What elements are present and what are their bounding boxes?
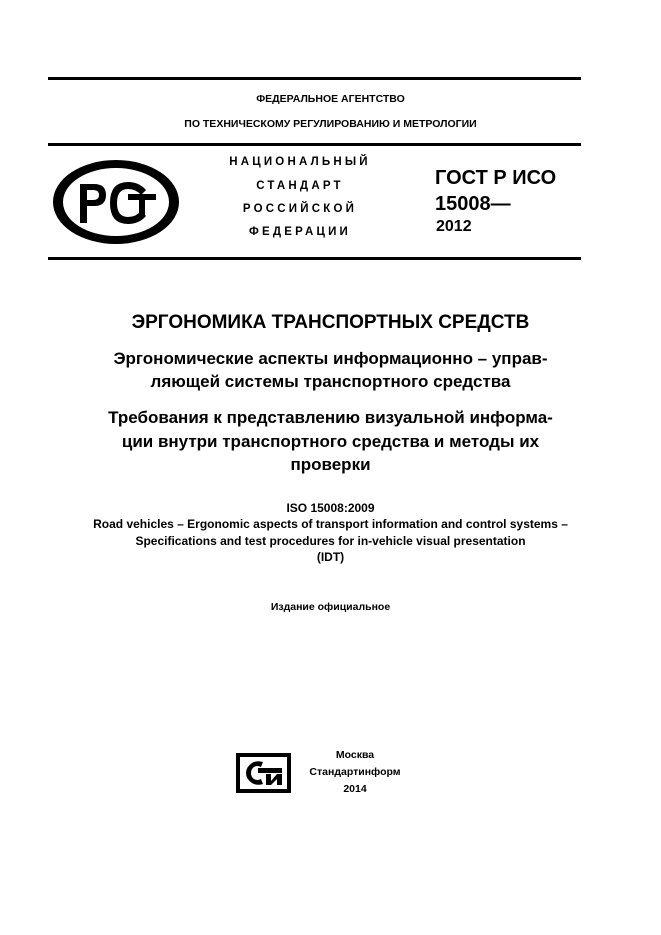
national-line-3: РОССИЙСКОЙ (242, 203, 358, 215)
standard-designation-line-2: 15008— (435, 193, 511, 215)
edition-label: Издание официальное (270, 601, 391, 613)
standartinform-logo-icon (235, 752, 292, 794)
rst-conformity-mark-icon (50, 157, 182, 247)
subtitle-2-line-3: проверки (290, 455, 371, 474)
standard-designation-line-1: ГОСТ Р ИСО (435, 167, 557, 189)
english-title-line-1: Road vehicles – Ergonomic aspects of transport information and control systems – (93, 517, 568, 531)
publisher-year: 2014 (343, 783, 367, 795)
english-title-line-2: Specifications and test procedures for in-vehicle visual presentation (135, 534, 526, 548)
top-rule (48, 77, 581, 80)
main-title: ЭРГОНОМИКА ТРАНСПОРТНЫХ СРЕДСТВ (131, 312, 530, 333)
idt-label: (IDT) (316, 550, 345, 564)
national-line-2: СТАНДАРТ (256, 180, 344, 192)
national-line-1: НАЦИОНАЛЬНЫЙ (229, 156, 371, 168)
agency-line-1: ФЕДЕРАЛЬНОЕ АГЕНТСТВО (256, 93, 405, 105)
subtitle-1-line-1: Эргономические аспекты информационно – управ- (113, 349, 548, 368)
block-rule (48, 257, 581, 260)
header-rule (48, 143, 581, 146)
subtitle-1-line-2: ляющей системы транспортного средства (150, 372, 511, 391)
iso-reference: ISO 15008:2009 (286, 501, 375, 515)
agency-line-2: ПО ТЕХНИЧЕСКОМУ РЕГУЛИРОВАНИЮ И МЕТРОЛОГИИ (184, 118, 477, 130)
national-line-4: ФЕДЕРАЦИИ (248, 226, 352, 238)
subtitle-2-line-1: Требования к представлению визуальной информа- (108, 408, 553, 427)
publisher-city: Москва (335, 749, 375, 761)
subtitle-2-line-2: ции внутри транспортного средства и методы их (121, 432, 540, 451)
standard-year: 2012 (436, 218, 472, 235)
publisher-name: Стандартинформ (309, 766, 401, 778)
